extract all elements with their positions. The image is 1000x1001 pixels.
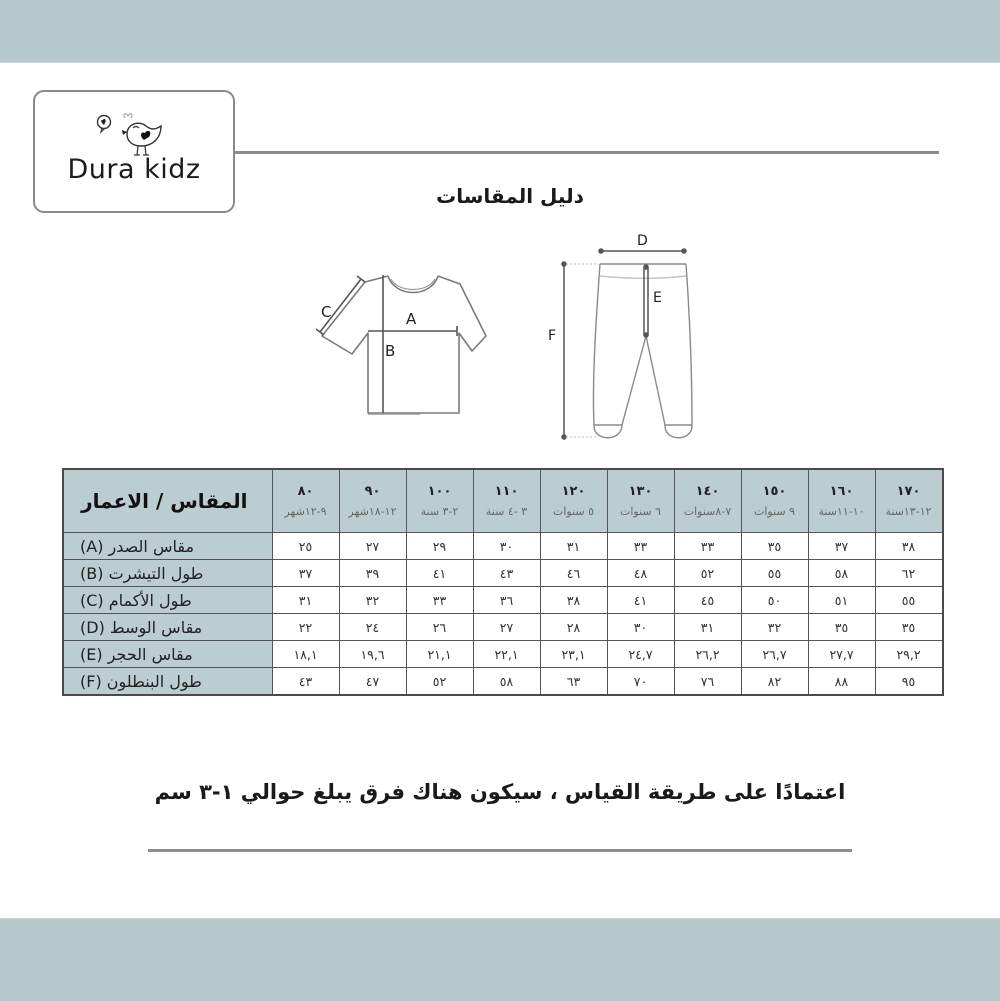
table-cell: ٢٧,٧: [808, 641, 875, 668]
column-size: ١٠٠: [427, 484, 452, 499]
size-chart-table: [62, 468, 944, 696]
table-row: [63, 668, 943, 696]
table-cell: ١٨,١: [272, 641, 339, 668]
table-cell: ٨٢: [741, 668, 808, 696]
table-cell: ٤١: [406, 560, 473, 587]
bottom-band: [0, 918, 1000, 1001]
row-label: طول التيشرت (B): [63, 560, 272, 587]
table-row: [63, 533, 943, 560]
label-b: B: [385, 342, 396, 360]
table-cell: ٣١: [674, 614, 741, 641]
table-cell: ٣٣: [607, 533, 674, 560]
table-cell: ٣١: [540, 533, 607, 560]
table-cell: ٤٥: [674, 587, 741, 614]
table-cell: ٥٢: [406, 668, 473, 696]
table-cell: ٤٣: [272, 668, 339, 696]
column-size: ١٤٠: [695, 484, 720, 499]
table-cell: ٥٢: [674, 560, 741, 587]
table-header-row: [63, 469, 943, 533]
table-cell: ٢٨: [540, 614, 607, 641]
column-size: ١٢٠: [561, 484, 586, 499]
table-cell: ٣٥: [875, 614, 943, 641]
table-cell: ٣٢: [339, 587, 406, 614]
table-cell: ٢٢: [272, 614, 339, 641]
column-size: ١٣٠: [628, 484, 653, 499]
table-cell: ٥٨: [473, 668, 540, 696]
table-cell: ٣٣: [674, 533, 741, 560]
column-header: [607, 469, 674, 533]
table-cell: ٣٥: [808, 614, 875, 641]
row-label: مقاس الحجر (E): [63, 641, 272, 668]
table-cell: ٨٨: [808, 668, 875, 696]
table-cell: ٢٦,٧: [741, 641, 808, 668]
table-cell: ٢٧: [339, 533, 406, 560]
column-header: [674, 469, 741, 533]
table-cell: ٧٦: [674, 668, 741, 696]
table-cell: ٤١: [607, 587, 674, 614]
column-age: ٩-١٢شهر: [284, 505, 327, 518]
table-cell: ٥٨: [808, 560, 875, 587]
column-size: ٩٠: [364, 484, 381, 499]
table-cell: ٥٥: [875, 587, 943, 614]
table-cell: ٣٧: [272, 560, 339, 587]
table-cell: ٢٥: [272, 533, 339, 560]
table-corner-header: المقاس / الاعمار: [63, 469, 272, 533]
label-e: E: [653, 290, 662, 306]
table-cell: ٢٤,٧: [607, 641, 674, 668]
table-cell: ٢٢,١: [473, 641, 540, 668]
table-cell: ٩٥: [875, 668, 943, 696]
row-label: مقاس الصدر (A): [63, 533, 272, 560]
column-age: ١٠-١١سنة: [818, 505, 865, 518]
table-cell: ٣٣: [406, 587, 473, 614]
column-size: ٨٠: [297, 484, 314, 499]
column-age: ٣ -٤ سنة: [485, 505, 528, 518]
column-size: ١٧٠: [896, 484, 921, 499]
table-cell: ٢٧: [473, 614, 540, 641]
table-cell: ٥٠: [741, 587, 808, 614]
row-label: مقاس الوسط (D): [63, 614, 272, 641]
label-f: F: [548, 328, 557, 344]
table-row: [63, 587, 943, 614]
column-age: ٩ سنوات: [753, 505, 796, 518]
table-cell: ٣٠: [473, 533, 540, 560]
label-d: D: [637, 233, 648, 249]
table-cell: ٧٠: [607, 668, 674, 696]
table-cell: ٥٥: [741, 560, 808, 587]
column-header: [808, 469, 875, 533]
column-header: [339, 469, 406, 533]
column-header: [875, 469, 943, 533]
table-cell: ٢٩,٢: [875, 641, 943, 668]
table-cell: ٢٩: [406, 533, 473, 560]
column-age: ٧-٨سنوات: [683, 505, 732, 518]
page-title: دليل المقاسات: [436, 184, 584, 208]
table-cell: ٣٥: [741, 533, 808, 560]
table-cell: ١٩,٦: [339, 641, 406, 668]
column-header: [272, 469, 339, 533]
column-header: [406, 469, 473, 533]
pants-diagram: [593, 264, 692, 438]
column-age: ١٢-١٨شهر: [348, 505, 397, 518]
column-size: ١١٠: [494, 484, 519, 499]
label-c: C: [321, 303, 332, 321]
row-label: طول البنطلون (F): [63, 668, 272, 696]
table-cell: ٤٦: [540, 560, 607, 587]
table-cell: ٣٩: [339, 560, 406, 587]
table-cell: ٢٤: [339, 614, 406, 641]
column-age: ١٢-١٣سنة: [885, 505, 932, 518]
table-cell: ٣٠: [607, 614, 674, 641]
table-cell: ٣١: [272, 587, 339, 614]
footer-divider: [148, 849, 852, 852]
label-a: A: [406, 310, 417, 328]
table-cell: ٣٨: [540, 587, 607, 614]
column-size: ١٥٠: [762, 484, 787, 499]
column-header: [741, 469, 808, 533]
table-cell: ٤٨: [607, 560, 674, 587]
table-cell: ٣٧: [808, 533, 875, 560]
column-size: ١٦٠: [829, 484, 854, 499]
table-cell: ٢٦: [406, 614, 473, 641]
table-cell: ٣٨: [875, 533, 943, 560]
garment-diagrams: [0, 0, 1000, 460]
column-header: [540, 469, 607, 533]
brand-name: Dura kidz: [67, 154, 201, 185]
table-cell: ٤٣: [473, 560, 540, 587]
table-cell: ٢١,١: [406, 641, 473, 668]
table-cell: ٦٣: [540, 668, 607, 696]
table-cell: ٢٦,٢: [674, 641, 741, 668]
table-row: [63, 560, 943, 587]
row-label: طول الأكمام (C): [63, 587, 272, 614]
column-age: ٢-٣ سنة: [420, 505, 459, 518]
table-cell: ٥١: [808, 587, 875, 614]
table-cell: ٣٦: [473, 587, 540, 614]
table-cell: ٤٧: [339, 668, 406, 696]
column-age: ٦ سنوات: [619, 505, 662, 518]
table-cell: ٦٢: [875, 560, 943, 587]
table-row: [63, 641, 943, 668]
table-cell: ٢٣,١: [540, 641, 607, 668]
table-row: [63, 614, 943, 641]
column-header: [473, 469, 540, 533]
column-age: ٥ سنوات: [552, 505, 595, 518]
measurement-note: اعتمادًا على طريقة القياس ، سيكون هناك فرق يبلغ حوالي ١-٣ سم: [154, 780, 846, 804]
table-cell: ٣٢: [741, 614, 808, 641]
